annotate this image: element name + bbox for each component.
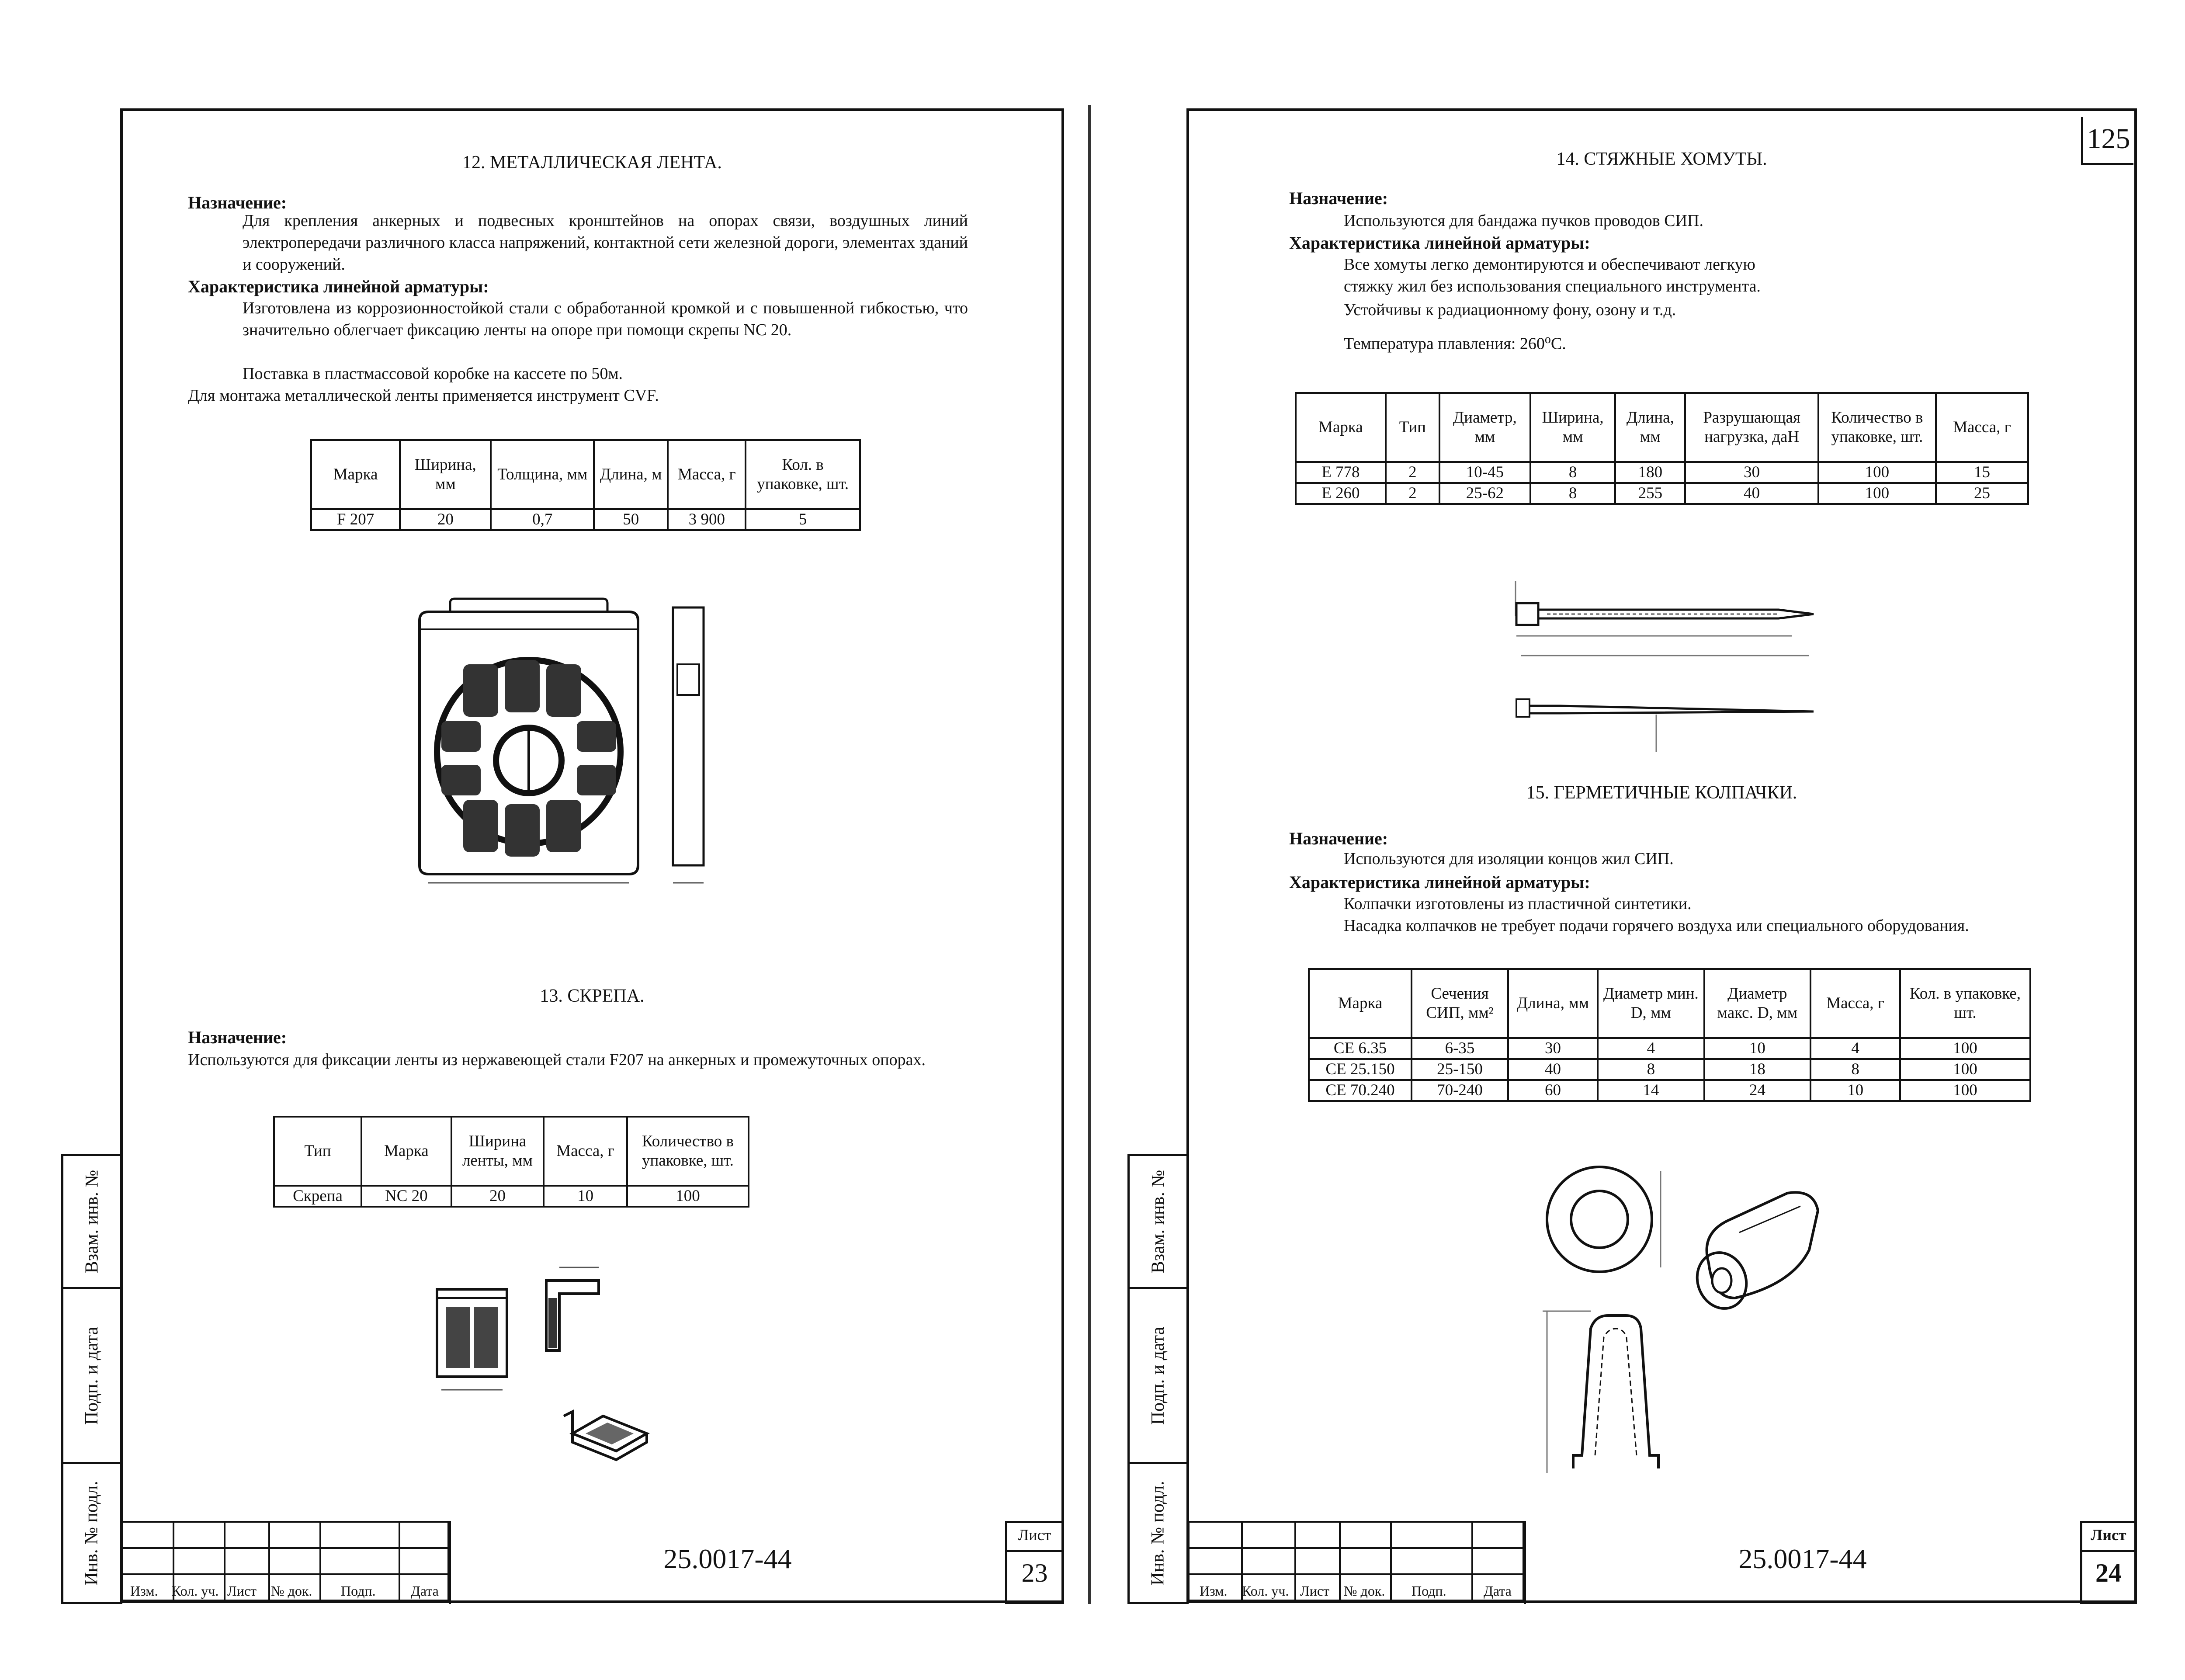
table-row <box>1309 1038 2030 1059</box>
stamp-label: Кол. уч. <box>172 1583 219 1599</box>
section13-title: 13. СКРЕПА. <box>540 986 645 1006</box>
sheet-label-divider <box>2082 1550 2135 1552</box>
section14-purpose-text: Используются для бандажа пучков проводов СИП. <box>1344 212 1703 230</box>
table-cell: 6-35 <box>1412 1038 1508 1059</box>
col-header: Масса, г <box>1810 969 1900 1038</box>
sidebar-cell: Взам. инв. № <box>1148 1170 1168 1274</box>
cable-tie-drawing <box>1508 573 1822 756</box>
section12-char-label: Характеристика линейной арматуры: <box>188 277 489 296</box>
table-cell: E 260 <box>1296 483 1386 504</box>
table-cell: 14 <box>1598 1080 1704 1101</box>
table-cell: 70-240 <box>1412 1080 1508 1101</box>
table-cell: 5 <box>746 509 860 530</box>
section13-purpose-label: Назначение: <box>188 1027 287 1047</box>
section13-purpose-text: Используются для фиксации ленты из нержавеющей стали F207 на анкерных и промежуточных опорах. <box>188 1051 926 1069</box>
table-cell: 4 <box>1598 1038 1704 1059</box>
table-cell: 40 <box>1508 1059 1598 1080</box>
col-header: Марка <box>1296 393 1386 462</box>
col-header: Кол. в упаковке, шт. <box>1900 969 2030 1038</box>
melting-temp-prefix: Температура плавления: 260 <box>1344 334 1545 353</box>
sheet-number-box <box>1005 1521 1064 1604</box>
col-header: Количество в упаковке, шт. <box>627 1117 749 1186</box>
table-row <box>274 1186 749 1207</box>
gutter-line <box>1088 105 1091 1604</box>
table-cell: Скрепа <box>274 1186 361 1207</box>
sheet-number: 23 <box>1021 1559 1048 1587</box>
table-cell: 25-62 <box>1439 483 1530 504</box>
table-cell: 8 <box>1810 1059 1900 1080</box>
sheet-number-box <box>2080 1521 2137 1604</box>
col-header: Кол. в упаковке, шт. <box>746 440 860 509</box>
col-header: Длина, мм <box>1615 393 1685 462</box>
table-cell: 60 <box>1508 1080 1598 1101</box>
table-cell: 10 <box>1704 1038 1811 1059</box>
table-cell: 25-150 <box>1412 1059 1508 1080</box>
section15-char-text1: Колпачки изготовлены из пластичной синтетики. <box>1344 895 1692 913</box>
stamp-label: Дата <box>411 1583 439 1599</box>
table-row <box>311 509 860 530</box>
section14-char-label: Характеристика линейной арматуры: <box>1289 233 1590 253</box>
table-cell: 8 <box>1530 462 1616 483</box>
table-cell: 10 <box>1810 1080 1900 1101</box>
table-cell: 3 900 <box>668 509 746 530</box>
sealing-caps-drawing <box>1530 1154 1835 1486</box>
stamp-label: Дата <box>1484 1583 1512 1599</box>
section14-title: 14. СТЯЖНЫЕ ХОМУТЫ. <box>1556 149 1767 169</box>
table-cell: 180 <box>1615 462 1685 483</box>
col-header: Сечения СИП, мм² <box>1412 969 1508 1038</box>
table-row <box>1309 1059 2030 1080</box>
col-header: Ширина, мм <box>400 440 491 509</box>
page-number: 125 <box>2087 123 2130 155</box>
sidebar-cell: Подп. и дата <box>63 1287 120 1462</box>
sidebar-cell: Взам. инв. № <box>82 1170 102 1274</box>
table-cell: 100 <box>1900 1059 2030 1080</box>
tape-cassette-drawing <box>411 594 725 896</box>
col-header: Толщина, мм <box>491 440 594 509</box>
table-cell: 0,7 <box>491 509 594 530</box>
table-cell: 10-45 <box>1439 462 1530 483</box>
table-cell: 25 <box>1936 483 2028 504</box>
section12-char-text1: Изготовлена из коррозионностойкой стали с обработанной кромкой и с повышенной гибкостью, что значительно облегчает фиксацию ленты на опоре при помощи скрепы NC 20. <box>243 299 968 339</box>
table-cell: 30 <box>1685 462 1818 483</box>
table-row <box>1296 462 2028 483</box>
col-header: Диаметр, мм <box>1439 393 1530 462</box>
col-header: Масса, г <box>668 440 746 509</box>
section14-char-text1: Все хомуты легко демонтируются и обеспечивают легкую стяжку жил без использования специального инструмента. <box>1344 255 1761 295</box>
section12-table <box>310 439 861 531</box>
table-cell: 15 <box>1936 462 2028 483</box>
table-row <box>1296 483 2028 504</box>
col-header: Длина, м <box>594 440 668 509</box>
table-cell: 100 <box>1818 483 1936 504</box>
sheet-label: Лист <box>2091 1526 2126 1544</box>
sidebar-cell: Инв. № подл. <box>63 1462 120 1602</box>
table-row <box>1309 1080 2030 1101</box>
section15-table <box>1308 968 2031 1102</box>
stamp-label: Изм. <box>130 1583 158 1599</box>
section12-char-text2: Поставка в пластмассовой коробке на кассете по 50м. <box>243 364 623 383</box>
table-cell: F 207 <box>311 509 400 530</box>
document-code: 25.0017-44 <box>1738 1543 1867 1574</box>
table-cell: 8 <box>1598 1059 1704 1080</box>
table-cell: 40 <box>1685 483 1818 504</box>
col-header: Масса, г <box>1936 393 2028 462</box>
table-cell: 4 <box>1810 1038 1900 1059</box>
table-cell: 24 <box>1704 1080 1811 1101</box>
section12-note: Для монтажа металлической ленты применяется инструмент CVF. <box>188 386 659 405</box>
col-header: Разрушающая нагрузка, даН <box>1685 393 1818 462</box>
section13-table <box>273 1116 749 1208</box>
table-cell: CE 70.240 <box>1309 1080 1412 1101</box>
table-cell: 20 <box>451 1186 544 1207</box>
col-header: Марка <box>361 1117 451 1186</box>
stamp-label: Лист <box>227 1583 257 1599</box>
sheet-number: 24 <box>2095 1559 2122 1587</box>
table-cell: 255 <box>1615 483 1685 504</box>
section12-title: 12. МЕТАЛЛИЧЕСКАЯ ЛЕНТА. <box>462 153 722 173</box>
col-header: Количество в упаковке, шт. <box>1818 393 1936 462</box>
stamp-label: Подп. <box>341 1583 376 1599</box>
col-header: Длина, мм <box>1508 969 1598 1038</box>
section15-char-text2: Насадка колпачков не требует подачи горячего воздуха или специального оборудования. <box>1344 916 1969 935</box>
stamp-label: Лист <box>1300 1583 1330 1599</box>
stamp-label: Кол. уч. <box>1242 1583 1289 1599</box>
section12-purpose-text: Для крепления анкерных и подвесных кронштейнов на опорах связи, воздушных линий электропередачи различного класса напряжений, контактной сети железной дороги, элементах зданий и сооружений. <box>243 212 968 274</box>
table-cell: 10 <box>544 1186 627 1207</box>
col-header: Масса, г <box>544 1117 627 1186</box>
table-cell: E 778 <box>1296 462 1386 483</box>
table-cell: 2 <box>1386 483 1439 504</box>
stamp-label: № док. <box>271 1583 312 1599</box>
col-header: Марка <box>1309 969 1412 1038</box>
table-cell: 8 <box>1530 483 1616 504</box>
col-header: Диаметр мин. D, мм <box>1598 969 1704 1038</box>
sheet-label: Лист <box>1018 1526 1051 1544</box>
degree-sup: o <box>1544 333 1551 346</box>
stamp-label: Подп. <box>1412 1583 1446 1599</box>
table-cell: 100 <box>1818 462 1936 483</box>
col-header: Марка <box>311 440 400 509</box>
stamp-label: № док. <box>1344 1583 1385 1599</box>
table-cell: 18 <box>1704 1059 1811 1080</box>
table-cell: 20 <box>400 509 491 530</box>
sidebar-cell: Подп. и дата <box>1130 1287 1186 1462</box>
document-code: 25.0017-44 <box>663 1543 792 1574</box>
table-cell: CE 6.35 <box>1309 1038 1412 1059</box>
section14-char-text2: Устойчивы к радиационному фону, озону и т.д. <box>1344 301 1676 319</box>
section15-char-label: Характеристика линейной арматуры: <box>1289 872 1590 892</box>
table-cell: 2 <box>1386 462 1439 483</box>
section15-purpose-text: Используются для изоляции концов жил СИП. <box>1344 850 1674 868</box>
stamp-label: Изм. <box>1200 1583 1228 1599</box>
left-sidebar <box>61 1154 122 1604</box>
table-cell: 50 <box>594 509 668 530</box>
col-header: Диаметр макс. D, мм <box>1704 969 1811 1038</box>
table-cell: 100 <box>1900 1038 2030 1059</box>
col-header: Ширина ленты, мм <box>451 1117 544 1186</box>
section14-purpose-label: Назначение: <box>1289 188 1388 208</box>
table-cell: NC 20 <box>361 1186 451 1207</box>
table-cell: 30 <box>1508 1038 1598 1059</box>
col-header: Ширина, мм <box>1530 393 1616 462</box>
section12-purpose-label: Назначение: <box>188 193 287 212</box>
table-cell: CE 25.150 <box>1309 1059 1412 1080</box>
right-sidebar <box>1127 1154 1189 1604</box>
section14-char-text3 <box>1344 329 1912 355</box>
table-cell: 100 <box>627 1186 749 1207</box>
table-cell: 100 <box>1900 1080 2030 1101</box>
section14-table <box>1295 392 2029 505</box>
sheet-label-divider <box>1007 1550 1062 1552</box>
col-header: Тип <box>274 1117 361 1186</box>
clip-drawing <box>428 1250 664 1477</box>
section15-purpose-label: Назначение: <box>1289 829 1388 848</box>
sidebar-cell: Инв. № подл. <box>1130 1462 1186 1602</box>
col-header: Тип <box>1386 393 1439 462</box>
melting-temp-suffix: С. <box>1550 334 1566 353</box>
section15-title: 15. ГЕРМЕТИЧНЫЕ КОЛПАЧКИ. <box>1526 783 1797 803</box>
